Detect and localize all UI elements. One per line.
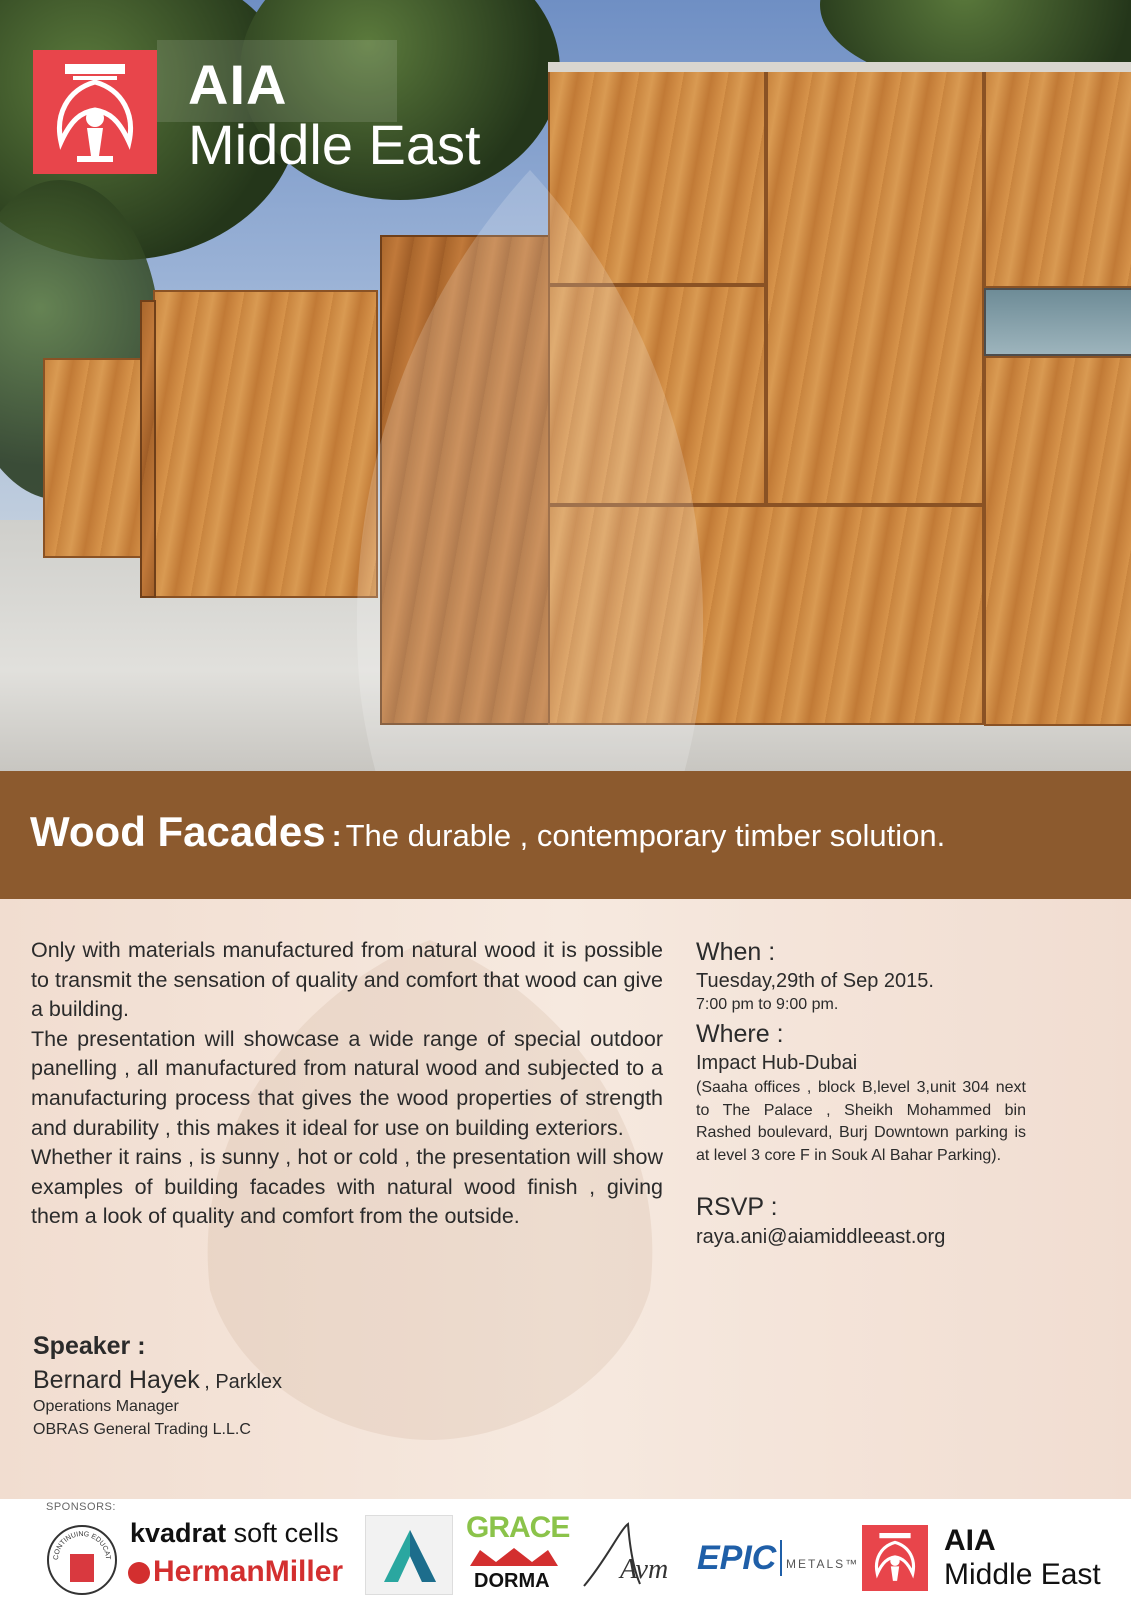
eagle-watermark xyxy=(300,170,760,771)
speaker-name: Bernard Hayek xyxy=(33,1366,200,1394)
description-paragraph: The presentation will showcase a wide range of special outdoor panelling , all manufactured from natural wood and subjected to a manufacturing process that gives the wood properties of strength and durability , this makes it ideal for use on building exteriors. xyxy=(31,1026,663,1140)
eagle-column-icon xyxy=(47,60,143,164)
dorma-crown xyxy=(466,1546,562,1568)
avm-logo xyxy=(576,1520,686,1590)
aia-logo-mark xyxy=(33,50,157,174)
speaker-label: Speaker : xyxy=(33,1332,146,1360)
rsvp-email[interactable]: raya.ani@aiamiddleeast.org xyxy=(696,1226,946,1248)
event-time: 7:00 pm to 9:00 pm. xyxy=(696,996,839,1013)
epic-divider xyxy=(780,1540,782,1576)
hermanmiller-logo xyxy=(128,1555,343,1589)
grace-logo: GRACE xyxy=(466,1511,570,1544)
kvadrat-text: kvadrat xyxy=(130,1518,227,1548)
avm-icon xyxy=(576,1520,686,1590)
epic-metals-line xyxy=(786,1557,859,1571)
title-separator: : xyxy=(331,820,342,853)
ces-badge-text: CONTINUING EDUCAT xyxy=(52,1530,112,1561)
event-description xyxy=(31,936,663,1232)
epic-metals-text: METALS xyxy=(786,1557,846,1571)
title-main: Wood Facades xyxy=(30,808,326,855)
hermanmiller-icon xyxy=(128,1562,150,1584)
autodesk-a-icon xyxy=(366,1516,454,1596)
aia-footer-logo xyxy=(862,1525,928,1591)
when-label: When : xyxy=(696,938,776,966)
page-title xyxy=(30,808,945,856)
autodesk-logo xyxy=(365,1515,453,1595)
speaker-company: , Parklex xyxy=(204,1371,283,1393)
description-paragraph: Whether it rains , is sunny , hot or cold , the presentation will show examples of building facades with natural wood finish , giving them a look of quality and comfort from the outside. xyxy=(31,1145,663,1229)
aia-footer-name: AIA xyxy=(944,1524,996,1557)
hermanmiller-text: HermanMiller xyxy=(153,1555,344,1588)
kvadrat-logo xyxy=(130,1518,339,1549)
speaker-role: Operations Manager xyxy=(33,1398,179,1415)
description-paragraph: Only with materials manufactured from natural wood it is possible to transmit the sensation of quality and comfort that wood can give a building. xyxy=(31,938,663,1022)
logo-region-text: Middle East xyxy=(188,113,481,176)
title-subtitle: The durable , contemporary timber solution. xyxy=(345,818,946,853)
rsvp-label: RSVP : xyxy=(696,1193,778,1221)
event-date: Tuesday,29th of Sep 2015. xyxy=(696,970,934,992)
softcells-text: soft cells xyxy=(233,1518,339,1548)
dorma-crown-icon xyxy=(466,1546,562,1568)
dorma-logo: DORMA xyxy=(474,1570,550,1592)
event-venue: Impact Hub-Dubai xyxy=(696,1052,858,1074)
speaker-organization: OBRAS General Trading L.L.C xyxy=(33,1421,251,1438)
logo-aia-text: AIA xyxy=(188,53,288,116)
epic-logo: EPIC xyxy=(697,1539,777,1577)
epic-tm: ™ xyxy=(845,1557,860,1571)
eagle-column-icon-small xyxy=(870,1530,920,1586)
where-label: Where : xyxy=(696,1020,784,1048)
event-address: (Saaha offices , block B,level 3,unit 304 next to The Palace , Sheikh Mohammed bin Rashed boulevard, Burj Downtown parking is at level 3 core F in Souk Al Bahar Parking). xyxy=(696,1079,1026,1164)
ces-badge-icon xyxy=(46,1524,118,1596)
aia-footer-region: Middle East xyxy=(944,1558,1101,1591)
ces-badge-logo xyxy=(46,1524,118,1596)
sponsors-label: SPONSORS: xyxy=(46,1501,116,1513)
speaker-name-line xyxy=(33,1366,282,1395)
avm-text: Avm xyxy=(620,1554,669,1585)
